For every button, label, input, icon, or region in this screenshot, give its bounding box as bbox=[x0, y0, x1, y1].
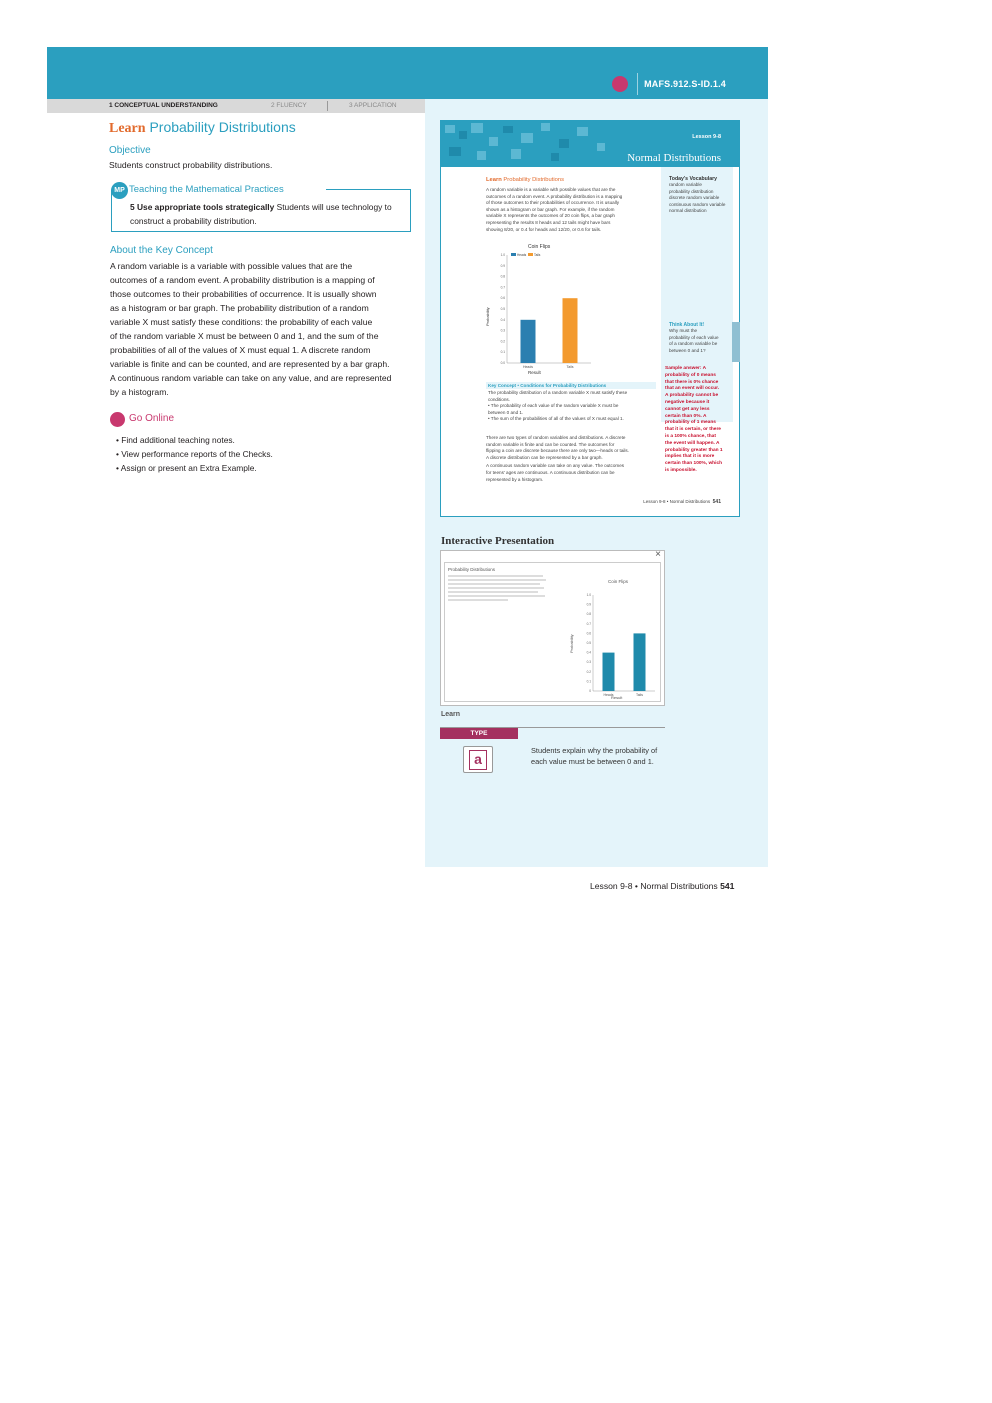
page-footer: Lesson 9-8 • Normal Distributions 541 bbox=[590, 881, 735, 891]
y-tick-label: 0.3 bbox=[500, 328, 505, 333]
sample-answer: Sample answer: A probability of 0 means that there is 0% chance that an event will occur. A probability cannot be negative because it cannot get any less certain than 0%. A probability of 1 means that it is certain, or there is a 100% chance, that the event will happen. A probability greater than 1 implies that it is more certain than 100%, which is impossible. bbox=[665, 366, 723, 473]
interactive-screen bbox=[444, 562, 661, 702]
y-tick-label: 1.0 bbox=[586, 593, 591, 597]
y-tick-label: 0 bbox=[589, 689, 591, 693]
bar-heads bbox=[521, 320, 536, 363]
header-bar bbox=[47, 47, 768, 99]
student-page-footer: Lesson 9-8 • Normal Distributions 541 bbox=[643, 499, 721, 505]
objective-heading: Objective bbox=[109, 145, 151, 156]
vocab-item: continuous random variable bbox=[669, 201, 726, 207]
list-item[interactable]: • View performance reports of the Checks. bbox=[116, 449, 273, 459]
y-tick-label: 0.5 bbox=[500, 307, 505, 311]
y-tick-label: 0.1 bbox=[500, 350, 505, 355]
y-tick-label: 0.7 bbox=[500, 285, 505, 290]
y-tick-label: 0.8 bbox=[500, 274, 505, 279]
objective-text: Students construct probability distributions. bbox=[109, 160, 273, 170]
vocab-item: probability distribution bbox=[669, 188, 714, 194]
student-body-text: There are two types of random variables and distributions. A discrete random variable is finite and can be counted. The outcomes for flipping a coin are discrete because there are only two—heads or tails. A discrete distribution can be represented by a bar graph. A continuous random variable can take on any value. The outcomes for teens' ages are continuous. A continuous distribution can be represented by a histogram. bbox=[486, 435, 629, 482]
x-tick-label: Tails bbox=[566, 365, 574, 369]
student-page-thumbnail bbox=[440, 120, 740, 517]
x-axis-label: Result bbox=[528, 370, 541, 375]
chart-title: Coin Flips bbox=[528, 244, 551, 250]
mp-badge-icon: MP bbox=[111, 182, 128, 199]
y-tick-label: 0.0 bbox=[500, 361, 505, 365]
y-tick-label: 0.7 bbox=[586, 621, 591, 626]
learn-label: Learn bbox=[441, 711, 461, 718]
interactive-chart bbox=[563, 573, 661, 701]
vocab-item: discrete random variable bbox=[669, 195, 720, 201]
interactive-caption: Interactive Presentation bbox=[441, 535, 555, 547]
type-description: Students explain why the probability of each value must be between 0 and 1. bbox=[531, 746, 658, 766]
chart-legend bbox=[511, 253, 541, 257]
tab-conceptual: 1 CONCEPTUAL UNDERSTANDING bbox=[109, 102, 218, 109]
legend-swatch-heads bbox=[511, 253, 516, 256]
y-axis-label: Probability bbox=[569, 634, 574, 653]
y-tick-label: 0.9 bbox=[586, 602, 591, 607]
type-tab: TYPE bbox=[440, 728, 518, 739]
go-online-list bbox=[116, 433, 273, 475]
screen-title: Probability Distributions bbox=[448, 567, 496, 572]
key-concept-heading: About the Key Concept bbox=[110, 245, 213, 256]
go-online-icon bbox=[110, 412, 125, 427]
legend-label-heads: Heads bbox=[517, 253, 527, 257]
y-tick-label: 0.6 bbox=[500, 296, 505, 301]
think-heading: Think About It! bbox=[669, 322, 705, 328]
x-tick-label: Heads bbox=[603, 693, 614, 697]
y-tick-label: 0.4 bbox=[586, 650, 591, 655]
divider bbox=[637, 73, 638, 95]
legend-swatch-tails bbox=[528, 253, 533, 256]
lesson-title: Normal Distributions bbox=[627, 152, 721, 164]
y-tick-label: 1.0 bbox=[500, 253, 505, 257]
type-icon[interactable]: a bbox=[463, 746, 493, 773]
close-icon[interactable]: × bbox=[655, 549, 661, 560]
people-icon bbox=[612, 76, 628, 92]
bar-tails bbox=[634, 633, 646, 691]
coin-flip-chart bbox=[481, 241, 596, 376]
screen-text-lines bbox=[448, 575, 548, 601]
y-tick-label: 0.9 bbox=[500, 263, 505, 268]
bar-heads bbox=[603, 653, 615, 691]
mp-text: 5 Use appropriate tools strategically Students will use technology to construct a probability distribution. bbox=[130, 202, 392, 226]
vocab-item: random variable bbox=[669, 182, 702, 187]
bar-tails bbox=[563, 298, 578, 363]
student-intro: A random variable is a variable with possible values that are the outcomes of a random event. A probability distribution is a mapping of those outcomes to their probabilities of occurrence. It is usually shown as a histogram or bar graph. For example, if the random variable X represents the outcomes of 20 coin flips, a bar graph representing the results 8 heads and 12 tails might have bars showing 8/20, or 0.4 for heads and 12/20, or 0.6 for tails. bbox=[486, 187, 623, 232]
y-tick-label: 0.3 bbox=[586, 660, 591, 665]
y-tick-label: 0.2 bbox=[586, 669, 591, 674]
vocab-item: normal distribution bbox=[669, 208, 707, 214]
y-tick-label: 0.1 bbox=[586, 679, 591, 684]
list-item[interactable]: • Assign or present an Extra Example. bbox=[116, 463, 257, 473]
y-tick-label: 0.6 bbox=[586, 631, 591, 636]
y-tick-label: 0.8 bbox=[586, 612, 591, 617]
key-concept-box: Key Concept • Conditions for Probability Distributions The probability distribution of a random variable X must satisfy these conditions. • The probability of each value of the random variable X must be between 0 and 1. • The sum of the probabilities of all of the values of X must equal 1. bbox=[486, 382, 656, 432]
x-axis-label: Result bbox=[611, 695, 623, 700]
x-tick-label: Tails bbox=[635, 693, 644, 697]
y-axis-label: Probability bbox=[485, 307, 490, 326]
tab-fluency: 2 FLUENCY bbox=[271, 102, 307, 109]
tab-application: 3 APPLICATION bbox=[349, 102, 397, 109]
think-about-it: Think About It! Why must the probability of each value of a random variable be between 0 and 1? bbox=[661, 322, 741, 354]
y-tick-label: 0.5 bbox=[586, 641, 591, 645]
key-concept-text: A random variable is a variable with possible values that are the outcomes of a random event. A probability distribution is a mapping of those outcomes to their probabilities of occurrence. It is usually shown as a histogram or bar graph. The probability distribution of a random variable X must satisfy these conditions: the probability of each value of the random variable X must be between 0 and 1, and the sum of the probabilities of all of the values of X must equal 1. A discrete random variable is finite and can be counted, and are represented by a bar graph. A continuous random variable can take on any value, and are represented by a histogram. bbox=[110, 261, 392, 397]
student-page-header bbox=[441, 121, 739, 167]
standard-code: MAFS.912.S-ID.1.4 bbox=[644, 79, 726, 89]
list-item[interactable]: • Find additional teaching notes. bbox=[116, 435, 235, 445]
y-tick-label: 0.2 bbox=[500, 339, 505, 344]
x-tick-label: Heads bbox=[522, 365, 534, 369]
key-concept-box-heading: Key Concept • Conditions for Probability Distributions bbox=[486, 382, 656, 389]
mp-heading: Teaching the Mathematical Practices bbox=[129, 184, 284, 195]
y-tick-label: 0.4 bbox=[500, 317, 505, 322]
student-learn-heading: Learn Probability Distributions bbox=[486, 177, 564, 183]
lesson-phase-tabs bbox=[47, 99, 425, 113]
chart-title: Coin Flips bbox=[608, 579, 629, 584]
legend-label-tails: Tails bbox=[534, 253, 541, 257]
page-title: Learn Probability Distributions bbox=[109, 119, 296, 136]
go-online-heading[interactable]: Go Online bbox=[129, 413, 175, 424]
vocab-heading: Today's Vocabulary bbox=[669, 176, 718, 182]
lesson-label: Lesson 9-8 bbox=[692, 134, 721, 140]
